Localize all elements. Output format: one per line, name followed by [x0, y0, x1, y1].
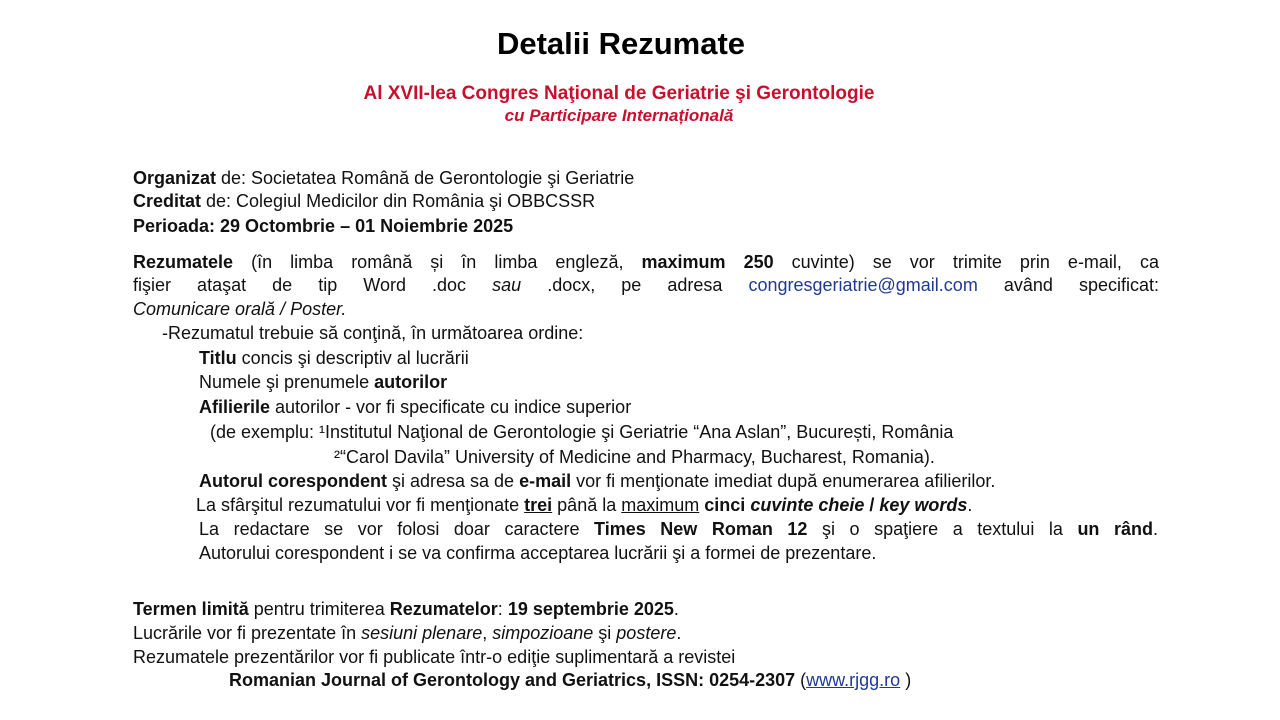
sessions-end: .: [676, 623, 682, 643]
congress-title: Al XVII-lea Congres Naţional de Geriatrie şi Gerontologie: [363, 83, 875, 104]
abstracts-text-c: fişier ataşat de tip Word .doc: [133, 275, 493, 295]
email-address[interactable]: congresgeriatrie@gmail.com: [748, 275, 978, 295]
keywords-en: key words: [879, 495, 968, 515]
organizer-label: Organizat: [133, 168, 217, 188]
page-title: Detalii Rezumate: [496, 26, 746, 61]
journal-line: [229, 668, 911, 692]
abstracts-max-words: maximum 250: [641, 252, 774, 272]
accreditation-value: de: Colegiul Medicilor din România şi OBBCSSR: [201, 191, 596, 211]
keywords-text-b: până la: [552, 495, 622, 515]
sessions-plenary: sesiuni plenare: [361, 623, 483, 643]
structure-affiliations-item: [199, 395, 631, 419]
keywords-five: cinci: [704, 495, 746, 515]
deadline-end: .: [673, 599, 679, 619]
journal-close-paren: ): [900, 670, 912, 690]
sessions-line: [133, 621, 681, 645]
journal-name: Romanian Journal of Gerontology and Geriatrics, ISSN: 0254-2307: [229, 670, 796, 690]
sessions-text-c: şi: [593, 623, 617, 643]
congress-subtitle: cu Participare Internațională: [504, 106, 734, 125]
sessions-text-a: Lucrările vor fi prezentate în: [133, 623, 362, 643]
authors-label: autorilor: [374, 372, 448, 392]
organizer-value: de: Societatea Română de Gerontologie şi Geriatrie: [216, 168, 635, 188]
formatting-text-c: .: [1153, 519, 1158, 539]
structure-authors-item: [199, 370, 447, 394]
deadline-label: Termen limită: [133, 599, 249, 619]
journal-link[interactable]: www.rjgg.ro: [806, 670, 901, 690]
structure-confirmation-item: Autorului corespondent i se va confirma acceptarea lucrării şi a formei de prezentare.: [199, 543, 877, 563]
keywords-three: trei: [524, 495, 553, 515]
structure-formatting-item: [199, 517, 1158, 541]
title-label: Titlu: [199, 348, 237, 368]
title-text: concis şi descriptiv al lucrării: [236, 348, 469, 368]
sessions-posters: postere: [616, 623, 677, 643]
abstracts-text-a: (în limba română și în limba engleză,: [233, 252, 642, 272]
affiliation-example-2: ²“Carol Davila” University of Medicine and Pharmacy, Bucharest, Romania).: [334, 447, 935, 467]
sessions-symposia: simpozioane: [492, 623, 594, 643]
keywords-end: .: [967, 495, 973, 515]
abstracts-or: sau: [492, 275, 522, 295]
authors-text: Numele şi prenumele: [199, 372, 375, 392]
deadline-date: 19 septembrie 2025: [507, 599, 674, 619]
deadline-abstracts: Rezumatelor: [389, 599, 498, 619]
accreditation-line: [133, 189, 595, 213]
abstracts-text-b: cuvinte) se vor trimite prin e-mail, ca: [773, 252, 1159, 272]
abstracts-line-1: [133, 250, 1159, 274]
keywords-maximum: maximum: [621, 495, 700, 515]
organizer-line: [133, 166, 634, 190]
keywords-ro: cuvinte cheie: [750, 495, 865, 515]
keywords-text-a: La sfârşitul rezumatului vor fi menţionate: [196, 495, 525, 515]
formatting-spacing: un rând: [1077, 519, 1153, 539]
corresponding-email-label: e-mail: [519, 471, 572, 491]
affiliation-example-1: (de exemplu: ¹Institutul Naţional de Gerontologie şi Geriatrie “Ana Aslan”, București, România: [210, 422, 954, 442]
structure-keywords-item: [196, 493, 972, 517]
corresponding-text-b: vor fi menţionate imediat după enumerarea afilierilor.: [571, 471, 996, 491]
formatting-text-a: La redactare se vor folosi doar caractere: [199, 519, 595, 539]
period-text: Perioada: 29 Octombrie – 01 Noiembrie 2025: [133, 216, 514, 236]
deadline-text-b: :: [497, 599, 508, 619]
corresponding-text-a: şi adresa sa de: [387, 471, 520, 491]
corresponding-label: Autorul corespondent: [199, 471, 387, 491]
formatting-text-b: şi o spaţiere a textului la: [807, 519, 1078, 539]
abstracts-line-2: [133, 273, 1159, 297]
structure-title-item: [199, 346, 469, 370]
formatting-font: Times New Roman 12: [594, 519, 808, 539]
affiliations-label: Afilierile: [199, 397, 271, 417]
journal-open-paren: (: [795, 670, 807, 690]
structure-intro: -Rezumatul trebuie să conţină, în următoarea ordine:: [162, 323, 584, 343]
deadline-line: [133, 597, 679, 621]
sessions-text-b: ,: [482, 623, 493, 643]
abstracts-text-d: .docx, pe adresa: [521, 275, 749, 295]
deadline-text-a: pentru trimiterea: [248, 599, 390, 619]
presentation-type: Comunicare orală / Poster.: [133, 299, 347, 319]
abstracts-line-3: [133, 297, 346, 321]
publication-line: Rezumatele prezentărilor vor fi publicate într-o ediţie suplimentară a revistei: [133, 647, 736, 667]
affiliations-text: autorilor - vor fi specificate cu indice superior: [270, 397, 632, 417]
abstracts-text-e: având specificat:: [977, 275, 1159, 295]
accreditation-label: Creditat: [133, 191, 202, 211]
structure-corresponding-item: [199, 469, 995, 493]
keywords-slash: /: [864, 495, 880, 515]
abstracts-label: Rezumatele: [133, 252, 234, 272]
period-line: [133, 214, 513, 238]
